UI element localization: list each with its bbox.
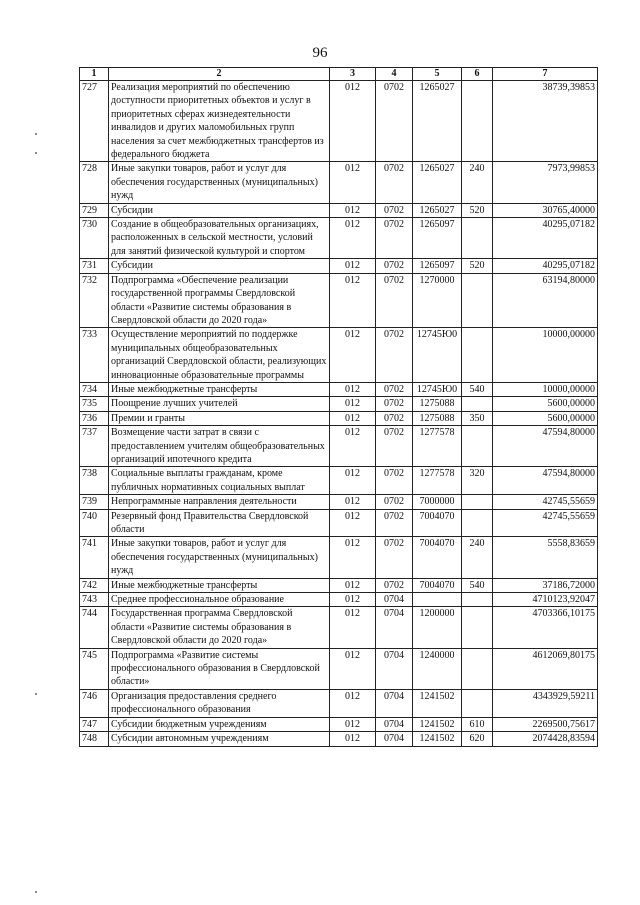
- table-row: [80, 273, 598, 328]
- table-row: [80, 81, 598, 162]
- section-code: 0704: [376, 607, 413, 648]
- row-name: Иные межбюджетные трансферты: [109, 382, 330, 396]
- section-code: 0702: [376, 467, 413, 495]
- row-name: Среднее профессиональное образование: [109, 593, 330, 607]
- section-code: 0702: [376, 328, 413, 383]
- column-header: 1: [80, 68, 109, 81]
- row-number: 744: [80, 607, 109, 648]
- ministry-code: 012: [330, 717, 376, 731]
- row-number: 739: [80, 495, 109, 509]
- target-article-code: 1265027: [413, 203, 462, 217]
- expense-type-code: [462, 495, 493, 509]
- row-name: Субсидии бюджетным учреждениям: [109, 717, 330, 731]
- section-code: 0702: [376, 495, 413, 509]
- ministry-code: 012: [330, 397, 376, 411]
- section-code: 0702: [376, 537, 413, 578]
- row-amount: 5600,00000: [493, 397, 598, 411]
- row-number: 735: [80, 397, 109, 411]
- row-amount: 42745,55659: [493, 495, 598, 509]
- table-row: [80, 689, 598, 717]
- target-article-code: 1265027: [413, 162, 462, 203]
- row-amount: 10000,00000: [493, 328, 598, 383]
- expense-type-code: [462, 426, 493, 467]
- target-article-code: 1265097: [413, 259, 462, 273]
- table-row: [80, 411, 598, 425]
- row-name: Государственная программа Свердловской области «Развитие системы образования в Свердловской области до 2020 года»: [109, 607, 330, 648]
- section-code: 0702: [376, 382, 413, 396]
- row-amount: 2074428,83594: [493, 732, 598, 746]
- row-amount: 38739,39853: [493, 81, 598, 162]
- budget-table: [79, 67, 598, 747]
- row-number: 738: [80, 467, 109, 495]
- row-amount: 10000,00000: [493, 382, 598, 396]
- ministry-code: 012: [330, 273, 376, 328]
- row-number: 730: [80, 218, 109, 259]
- target-article-code: 1241502: [413, 689, 462, 717]
- row-name: Реализация мероприятий по обеспечению доступности приоритетных объектов и услуг в приоритетных сферах жизнедеятельности инвалидов и других маломобильных групп населения за счет межбюджетных трансфертов из федерального бюджета: [109, 81, 330, 162]
- table-row: [80, 259, 598, 273]
- expense-type-code: 320: [462, 467, 493, 495]
- row-number: 733: [80, 328, 109, 383]
- table-row: [80, 397, 598, 411]
- section-code: 0702: [376, 203, 413, 217]
- scan-margin-marks: [30, 0, 40, 905]
- section-code: 0702: [376, 426, 413, 467]
- ministry-code: 012: [330, 203, 376, 217]
- row-name: Подпрограмма «Развитие системы профессионального образования в Свердловской области»: [109, 648, 330, 689]
- row-number: 740: [80, 509, 109, 537]
- row-amount: 40295,07182: [493, 259, 598, 273]
- ministry-code: 012: [330, 411, 376, 425]
- target-article-code: 1277578: [413, 426, 462, 467]
- row-name: Иные закупки товаров, работ и услуг для обеспечения государственных (муниципальных) нужд: [109, 162, 330, 203]
- table-row: [80, 203, 598, 217]
- row-name: Непрограммные направления деятельности: [109, 495, 330, 509]
- expense-type-code: [462, 509, 493, 537]
- row-amount: 7973,99853: [493, 162, 598, 203]
- column-header: 4: [376, 68, 413, 81]
- row-name: Субсидии автономным учреждениям: [109, 732, 330, 746]
- row-number: 737: [80, 426, 109, 467]
- section-code: 0704: [376, 648, 413, 689]
- row-number: 734: [80, 382, 109, 396]
- target-article-code: 1265027: [413, 81, 462, 162]
- expense-type-code: [462, 397, 493, 411]
- expense-type-code: 350: [462, 411, 493, 425]
- row-number: 748: [80, 732, 109, 746]
- section-code: 0704: [376, 593, 413, 607]
- row-amount: 40295,07182: [493, 218, 598, 259]
- table-row: [80, 162, 598, 203]
- row-number: 731: [80, 259, 109, 273]
- table-row: [80, 382, 598, 396]
- section-code: 0702: [376, 411, 413, 425]
- row-name: Социальные выплаты гражданам, кроме публичных нормативных социальных выплат: [109, 467, 330, 495]
- ministry-code: 012: [330, 81, 376, 162]
- table-row: [80, 426, 598, 467]
- section-code: 0702: [376, 273, 413, 328]
- ministry-code: 012: [330, 732, 376, 746]
- section-code: 0702: [376, 509, 413, 537]
- row-number: 741: [80, 537, 109, 578]
- expense-type-code: [462, 218, 493, 259]
- target-article-code: 7004070: [413, 537, 462, 578]
- row-number: 746: [80, 689, 109, 717]
- ministry-code: 012: [330, 382, 376, 396]
- ministry-code: 012: [330, 467, 376, 495]
- row-amount: 47594,80000: [493, 426, 598, 467]
- row-name: Подпрограмма «Обеспечение реализации государственной программы Свердловской области «Развитие системы образования в Свердловской области до 2020 года»: [109, 273, 330, 328]
- row-number: 729: [80, 203, 109, 217]
- column-header: 6: [462, 68, 493, 81]
- section-code: 0704: [376, 717, 413, 731]
- row-amount: 2269500,75617: [493, 717, 598, 731]
- table-row: [80, 607, 598, 648]
- target-article-code: 1200000: [413, 607, 462, 648]
- section-code: 0704: [376, 732, 413, 746]
- row-number: 727: [80, 81, 109, 162]
- section-code: 0702: [376, 81, 413, 162]
- expense-type-code: [462, 593, 493, 607]
- table-header-row: [80, 68, 598, 81]
- target-article-code: 1240000: [413, 648, 462, 689]
- ministry-code: 012: [330, 162, 376, 203]
- row-number: 747: [80, 717, 109, 731]
- expense-type-code: 520: [462, 203, 493, 217]
- ministry-code: 012: [330, 509, 376, 537]
- ministry-code: 012: [330, 689, 376, 717]
- row-amount: 30765,40000: [493, 203, 598, 217]
- table-row: [80, 495, 598, 509]
- row-name: Осуществление мероприятий по поддержке муниципальных общеобразовательных организаций Свердловской области, реализующих инновационные образовательные программы: [109, 328, 330, 383]
- column-header: 2: [109, 68, 330, 81]
- expense-type-code: [462, 273, 493, 328]
- target-article-code: 1275088: [413, 411, 462, 425]
- ministry-code: 012: [330, 328, 376, 383]
- column-header: 3: [330, 68, 376, 81]
- ministry-code: 012: [330, 578, 376, 592]
- target-article-code: 1275088: [413, 397, 462, 411]
- column-header: 7: [493, 68, 598, 81]
- table-row: [80, 578, 598, 592]
- table-row: [80, 648, 598, 689]
- row-amount: 4703366,10175: [493, 607, 598, 648]
- row-name: Создание в общеобразовательных организациях, расположенных в сельской местности, условий для занятий физической культурой и спортом: [109, 218, 330, 259]
- ministry-code: 012: [330, 537, 376, 578]
- row-name: Возмещение части затрат в связи с предоставлением учителям общеобразовательных организаций ипотечного кредита: [109, 426, 330, 467]
- row-name: Иные межбюджетные трансферты: [109, 578, 330, 592]
- section-code: 0702: [376, 162, 413, 203]
- section-code: 0704: [376, 689, 413, 717]
- ministry-code: 012: [330, 426, 376, 467]
- expense-type-code: 520: [462, 259, 493, 273]
- row-amount: 5600,00000: [493, 411, 598, 425]
- page-number: 96: [312, 45, 328, 61]
- expense-type-code: [462, 328, 493, 383]
- row-number: 745: [80, 648, 109, 689]
- table-row: [80, 509, 598, 537]
- expense-type-code: 540: [462, 382, 493, 396]
- target-article-code: 1241502: [413, 732, 462, 746]
- column-header: 5: [413, 68, 462, 81]
- section-code: 0702: [376, 578, 413, 592]
- expense-type-code: 610: [462, 717, 493, 731]
- target-article-code: 12745Ю0: [413, 382, 462, 396]
- expense-type-code: [462, 607, 493, 648]
- section-code: 0702: [376, 218, 413, 259]
- row-name: Субсидии: [109, 203, 330, 217]
- ministry-code: 012: [330, 495, 376, 509]
- table-row: [80, 218, 598, 259]
- ministry-code: 012: [330, 593, 376, 607]
- target-article-code: 7004070: [413, 578, 462, 592]
- row-number: 742: [80, 578, 109, 592]
- row-name: Субсидии: [109, 259, 330, 273]
- row-amount: 4612069,80175: [493, 648, 598, 689]
- row-number: 732: [80, 273, 109, 328]
- row-amount: 63194,80000: [493, 273, 598, 328]
- expense-type-code: [462, 689, 493, 717]
- ministry-code: 012: [330, 259, 376, 273]
- table-row: [80, 717, 598, 731]
- table-row: [80, 593, 598, 607]
- row-amount: 5558,83659: [493, 537, 598, 578]
- expense-type-code: [462, 81, 493, 162]
- row-name: Премии и гранты: [109, 411, 330, 425]
- row-name: Поощрение лучших учителей: [109, 397, 330, 411]
- expense-type-code: 240: [462, 162, 493, 203]
- section-code: 0702: [376, 397, 413, 411]
- expense-type-code: 240: [462, 537, 493, 578]
- ministry-code: 012: [330, 218, 376, 259]
- expense-type-code: 620: [462, 732, 493, 746]
- target-article-code: 12745Ю0: [413, 328, 462, 383]
- expense-type-code: 540: [462, 578, 493, 592]
- ministry-code: 012: [330, 648, 376, 689]
- row-number: 736: [80, 411, 109, 425]
- target-article-code: 7000000: [413, 495, 462, 509]
- section-code: 0702: [376, 259, 413, 273]
- row-amount: 4343929,59211: [493, 689, 598, 717]
- row-name: Иные закупки товаров, работ и услуг для обеспечения государственных (муниципальных) нужд: [109, 537, 330, 578]
- row-amount: 42745,55659: [493, 509, 598, 537]
- target-article-code: [413, 593, 462, 607]
- row-name: Резервный фонд Правительства Свердловской области: [109, 509, 330, 537]
- row-number: 743: [80, 593, 109, 607]
- row-amount: 47594,80000: [493, 467, 598, 495]
- target-article-code: 1265097: [413, 218, 462, 259]
- table-row: [80, 328, 598, 383]
- row-number: 728: [80, 162, 109, 203]
- target-article-code: 7004070: [413, 509, 462, 537]
- row-amount: 37186,72000: [493, 578, 598, 592]
- expense-type-code: [462, 648, 493, 689]
- target-article-code: 1277578: [413, 467, 462, 495]
- row-name: Организация предоставления среднего профессионального образования: [109, 689, 330, 717]
- target-article-code: 1270000: [413, 273, 462, 328]
- target-article-code: 1241502: [413, 717, 462, 731]
- table-row: [80, 537, 598, 578]
- ministry-code: 012: [330, 607, 376, 648]
- table-row: [80, 732, 598, 746]
- row-amount: 4710123,92047: [493, 593, 598, 607]
- table-row: [80, 467, 598, 495]
